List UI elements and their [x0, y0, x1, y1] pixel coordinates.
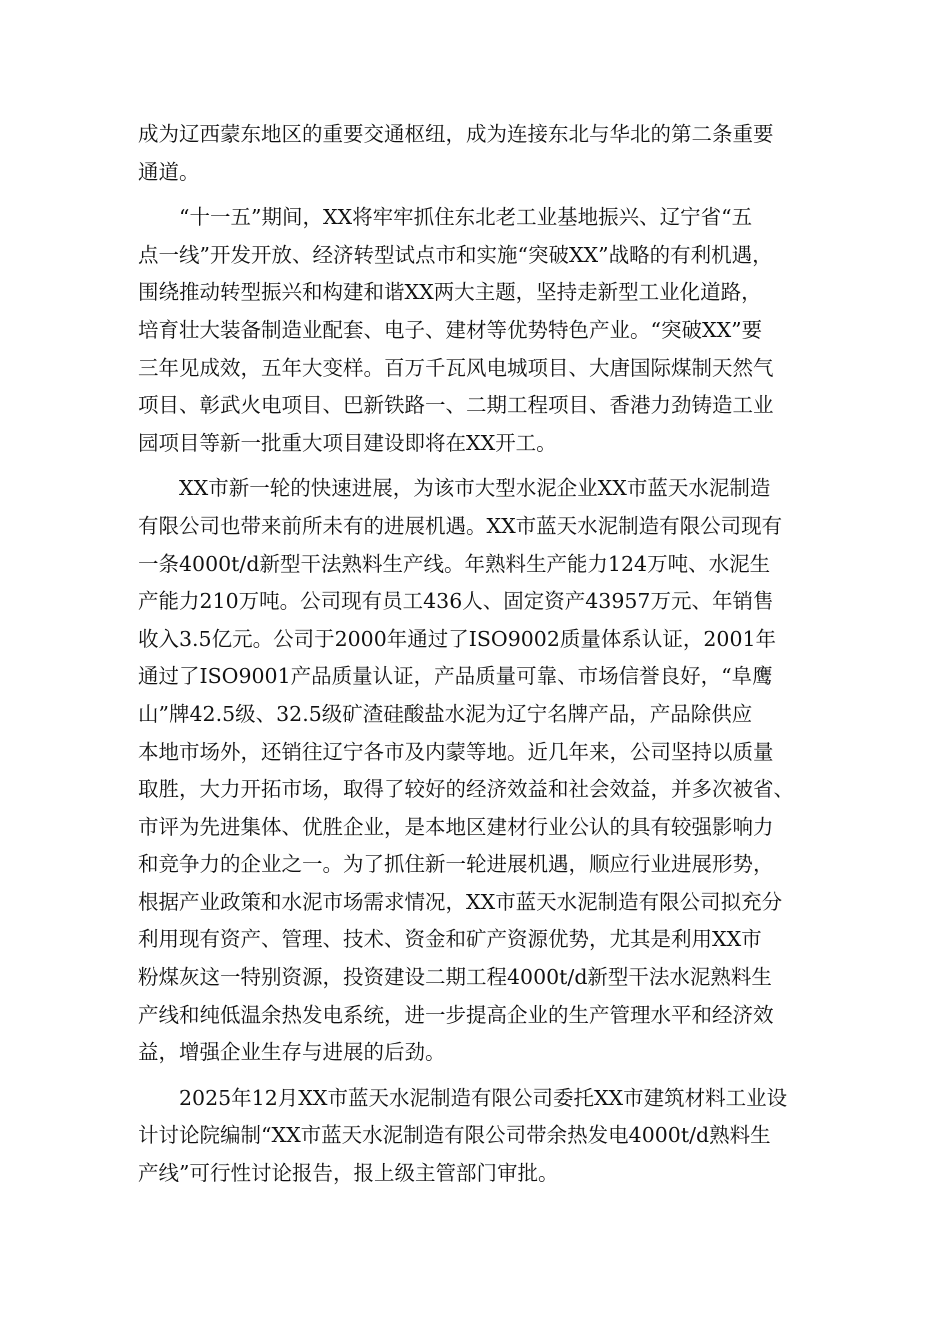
- text-line: 2025年12月XX市蓝天水泥制造有限公司委托XX市建筑材料工业设: [179, 1085, 788, 1110]
- paragraph-4: [138, 1080, 858, 1193]
- paragraph-3: [138, 470, 858, 1072]
- text-line: 粉煤灰这一特别资源，投资建设二期工程4000t/d新型干法水泥熟料生: [138, 965, 772, 990]
- text-line: 根据产业政策和水泥市场需求情况，XX市蓝天水泥制造有限公司拟充分: [138, 889, 783, 914]
- text-line: 收入3.5亿元。公司于2000年通过了ISO9002质量体系认证，2001年: [138, 626, 777, 651]
- text-line: 山”牌42.5级、32.5级矿渣硅酸盐水泥为辽宁名牌产品，产品除供应: [138, 701, 753, 726]
- text-line: 利用现有资产、管理、技术、资金和矿产资源优势，尤其是利用XX市: [138, 927, 762, 952]
- text-line: 本地市场外，还销往辽宁各市及内蒙等地。近几年来，公司坚持以质量: [138, 739, 774, 764]
- text-line: 围绕推动转型振兴和构建和谐XX两大主题，坚持走新型工业化道路，: [138, 280, 762, 305]
- paragraph-1: [138, 116, 858, 191]
- text-line: 有限公司也带来前所未有的进展机遇。XX市蓝天水泥制造有限公司现有: [138, 513, 783, 538]
- text-line: 产线”可行性讨论报告，报上级主管部门审批。: [138, 1161, 559, 1186]
- document-body: [138, 116, 858, 1193]
- paragraph-2: [138, 199, 858, 462]
- text-line: 一条4000t/d新型干法熟料生产线。年熟料生产能力124万吨、水泥生: [138, 551, 771, 576]
- text-line: 取胜，大力开拓市场，取得了较好的经济效益和社会效益，并多次被省、: [138, 777, 794, 802]
- text-line: 项目、彰武火电项目、巴新铁路一、二期工程项目、香港力劲铸造工业: [138, 393, 774, 418]
- text-line: 培育壮大装备制造业配套、电子、建材等优势特色产业。“突破XX”要: [138, 317, 763, 342]
- text-line: “十一五”期间，XX将牢牢抓住东北老工业基地振兴、辽宁省“五: [179, 205, 753, 230]
- text-line: 益，增强企业生存与进展的后劲。: [138, 1040, 446, 1065]
- text-line: 市评为先进集体、优胜企业，是本地区建材行业公认的具有较强影响力: [138, 814, 774, 839]
- text-line: 通过了ISO9001产品质量认证，产品质量可靠、市场信誉良好，“阜鹰: [138, 664, 773, 689]
- text-line: 和竞争力的企业之一。为了抓住新一轮进展机遇，顺应行业进展形势，: [138, 852, 774, 877]
- text-line: 园项目等新一批重大项目建设即将在XX开工。: [138, 430, 557, 455]
- text-line: 计讨论院编制“XX市蓝天水泥制造有限公司带余热发电4000t/d熟料生: [138, 1123, 771, 1148]
- text-line: XX市新一轮的快速进展，为该市大型水泥企业XX市蓝天水泥制造: [179, 476, 771, 501]
- text-line: 产线和纯低温余热发电系统，进一步提高企业的生产管理水平和经济效: [138, 1002, 774, 1027]
- text-line: 三年见成效，五年大变样。百万千瓦风电城项目、大唐国际煤制天然气: [138, 355, 774, 380]
- text-line: 点一线”开发开放、经济转型试点市和实施“突破XX”战略的有利机遇，: [138, 242, 773, 267]
- text-line: 产能力210万吨。公司现有员工436人、固定资产43957万元、年销售: [138, 589, 774, 614]
- text-line: 通道。: [138, 159, 200, 184]
- text-line: 成为辽西蒙东地区的重要交通枢纽，成为连接东北与华北的第二条重要: [138, 122, 774, 146]
